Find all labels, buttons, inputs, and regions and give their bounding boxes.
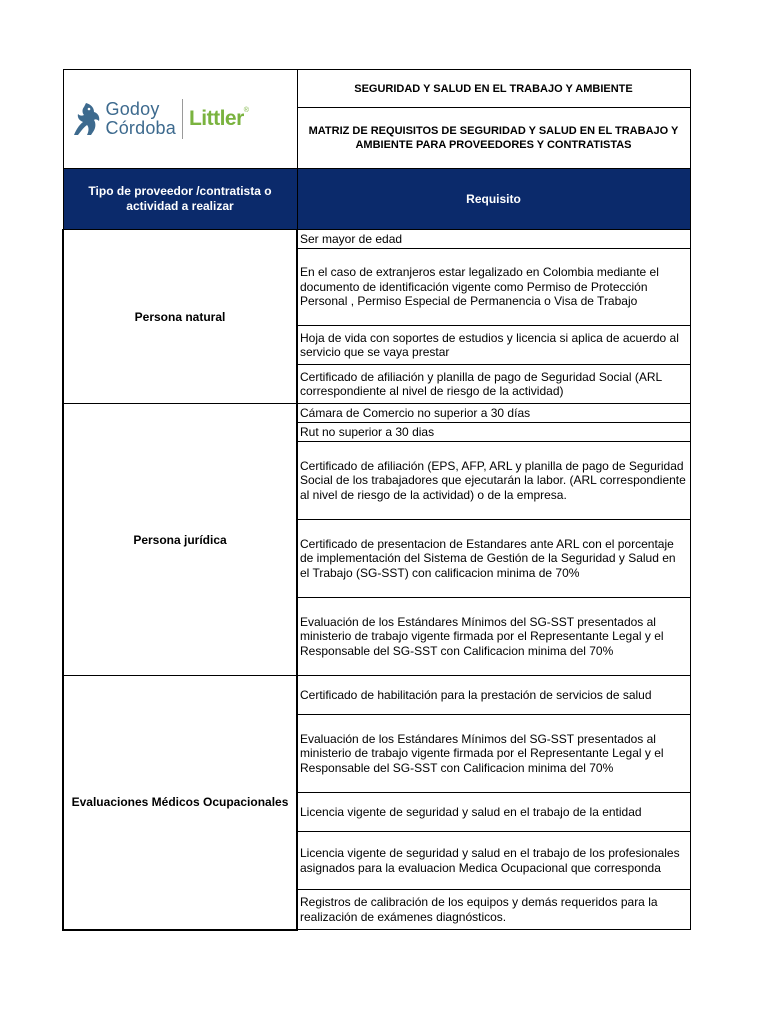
document-subtitle: MATRIZ DE REQUISITOS DE SEGURIDAD Y SALUD EN EL TRABAJO Y AMBIENTE PARA PROVEEDORES Y CONTRATISTAS: [297, 108, 690, 169]
brand-line-2: Córdoba: [105, 118, 176, 138]
partner-logo-text: Littler: [188, 107, 244, 130]
document-title: SEGURIDAD Y SALUD EN EL TRABAJO Y AMBIENTE: [297, 70, 690, 108]
requirement-row: En el caso de extranjeros estar legalizado en Colombia mediante el documento de identificación vigente como Permiso de Protección Personal , Permiso Especial de Permanencia o Visa de Trabajo: [297, 249, 690, 326]
griffin-icon: [72, 101, 102, 137]
requirement-row: Certificado de presentacion de Estandares ante ARL con el porcentaje de implementación del Sistema de Gestión de la Seguridad y Salud en el Trabajo (SG-SST) con calificacion minima de 70%: [297, 520, 690, 598]
requirement-row: Evaluación de los Estándares Mínimos del SG-SST presentados al ministerio de trabajo vigente firmada por el Representante Legal y el Responsable del SG-SST con Calificacion minima del 70%: [297, 715, 690, 793]
requirement-row: Rut no superior a 30 dias: [297, 423, 690, 442]
requirement-row: Evaluación de los Estándares Mínimos del SG-SST presentados al ministerio de trabajo vigente firmada por el Representante Legal y el Responsable del SG-SST con Calificacion minima del 70%: [297, 598, 690, 676]
requirement-row: Registros de calibración de los equipos y demás requeridos para la realización de exámenes diagnósticos.: [297, 890, 690, 930]
requirement-row: Ser mayor de edad: [297, 230, 690, 249]
group-persona-juridica: Persona jurídica: [63, 404, 297, 676]
requirement-row: Certificado de afiliación y planilla de pago de Seguridad Social (ARL correspondiente al nivel de riesgo de la actividad): [297, 365, 690, 404]
requirement-row: Certificado de habilitación para la prestación de servicios de salud: [297, 676, 690, 715]
requirement-row: Licencia vigente de seguridad y salud en el trabajo de la entidad: [297, 793, 690, 832]
group-evaluaciones-medicas: Evaluaciones Médicos Ocupacionales: [63, 676, 297, 930]
matrix-table: [62, 69, 691, 931]
requirement-row: Licencia vigente de seguridad y salud en el trabajo de los profesionales asignados para la evaluacion Medica Ocupacional que corresponda: [297, 832, 690, 890]
brand-line-1: Godoy: [105, 99, 160, 119]
requirement-row: Certificado de afiliación (EPS, AFP, ARL y planilla de pago de Seguridad Social de los trabajadores que ejecutarán la labor. (ARL correspondiente al nivel de riesgo de la actividad) o de la empresa.: [297, 442, 690, 520]
column-header-requirement: Requisito: [297, 169, 690, 230]
column-header-type: Tipo de proveedor /contratista o actividad a realizar: [63, 169, 297, 230]
company-logo: Godoy Córdoba Littler®: [64, 99, 297, 139]
requirement-row: Cámara de Comercio no superior a 30 días: [297, 404, 690, 423]
logo-divider: [182, 99, 183, 139]
requirement-row: Hoja de vida con soportes de estudios y licencia si aplica de acuerdo al servicio que se vaya prestar: [297, 326, 690, 365]
requirements-matrix: [62, 69, 689, 931]
logo-cell: [63, 70, 297, 169]
group-persona-natural: Persona natural: [63, 230, 297, 404]
